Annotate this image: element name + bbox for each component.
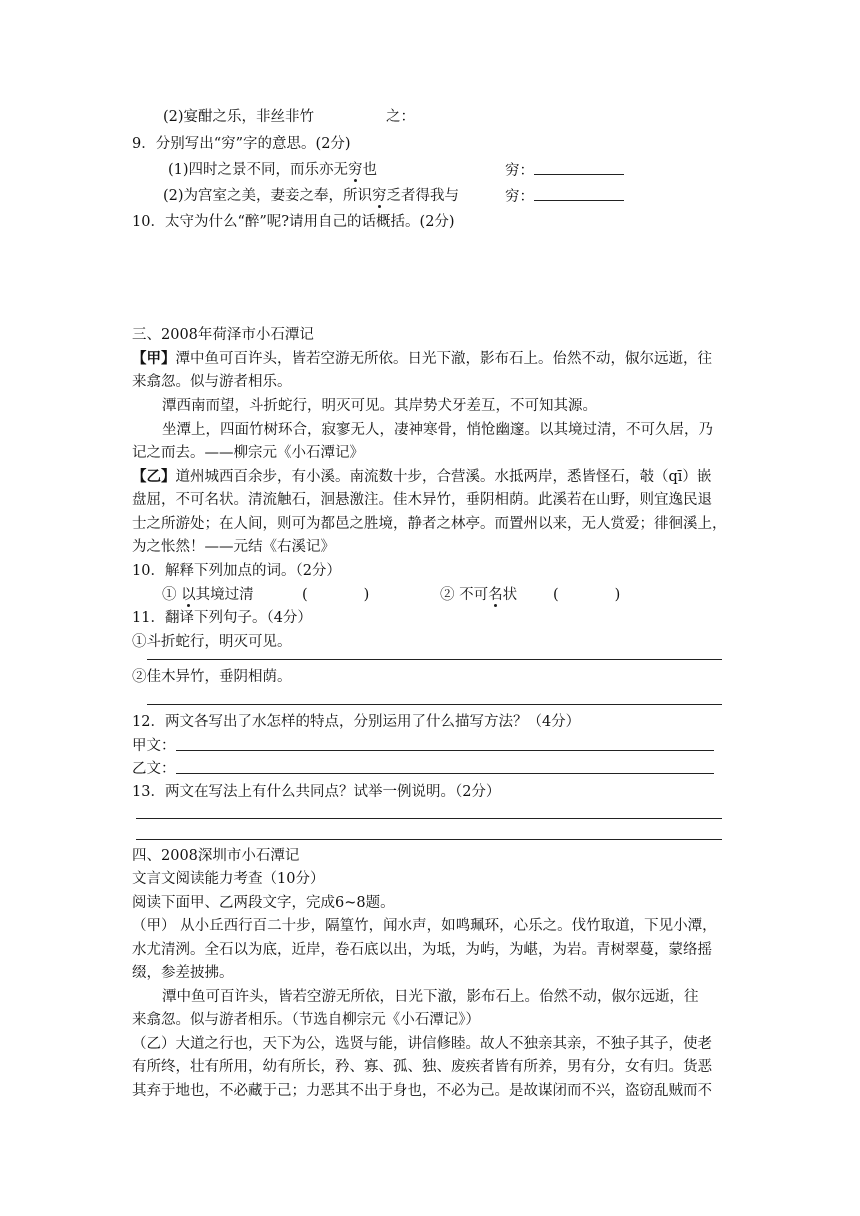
q8-line2-tail: 之： xyxy=(386,109,416,125)
s4-subtitle: 文言文阅读能力考查（10分） xyxy=(132,871,325,887)
s3-q10-item1: ① 以其境过清 xyxy=(162,587,254,603)
s4-jia-line3: 缀，参差披拂。 xyxy=(132,965,234,981)
s3-jia-line1: 【甲】潭中鱼可百许头，皆若空游无所依。日光下澈，影布石上。佁然不动，俶尔远逝，往 xyxy=(132,350,712,367)
s3-jia-line2: 来翕忽。似与游者相乐。 xyxy=(132,374,292,390)
s4-jia-line1: （甲） 从小丘西行百二十步，隔篁竹，闻水声，如鸣珮环，心乐之。伐竹取道，下见小潭， xyxy=(132,918,717,934)
q9-item2-answer[interactable]: 穷： xyxy=(505,186,624,207)
s4-jia-line2: 水尤清洌。全石以为底，近岸，卷石底以出，为坻，为屿，为嵁，为岩。青树翠蔓，蒙络摇 xyxy=(132,942,712,958)
s3-jia-line5: 记之而去。——柳宗元《小石潭记》 xyxy=(132,445,364,461)
s3-yi-line2: 盘屈，不可名状。清流触石，洄悬激注。佳木异竹，垂阴相荫。此溪若在山野，则宜逸民退 xyxy=(132,492,712,508)
s3-q11-item1: ①斗折蛇行，明灭可见。 xyxy=(132,634,292,650)
q8-line2 xyxy=(163,107,415,127)
q9-item2: (2)为宫室之美，妻妾之奉，所识穷乏者得我与 xyxy=(163,188,460,204)
s3-q13-answer-line1[interactable] xyxy=(136,818,722,819)
s4-instruction: 阅读下面甲、乙两段文字，完成6~8题。 xyxy=(132,895,395,911)
s3-q10-heading: 10．解释下列加点的词。（2分） xyxy=(132,563,341,579)
q10-prev-heading: 10．太守为什么“醉”呢?请用自己的话概括。(2分) xyxy=(132,214,455,230)
s3-q13-answer-line2[interactable] xyxy=(136,839,722,840)
s4-yi-line3: 其弃于地也，不必藏于己；力恶其不出于身也，不必为己。是故谋闭而不兴，盗窃乱贼而不 xyxy=(132,1083,712,1099)
q9-item1-answer[interactable]: 穷： xyxy=(505,160,624,181)
s3-q10-answer2[interactable]: ( ) xyxy=(553,587,621,603)
s4-jia-line4: 潭中鱼可百许头，皆若空游无所依，日光下澈，影布石上。佁然不动，俶尔远逝，往 xyxy=(162,989,699,1005)
s3-q12-yi-answer-line[interactable] xyxy=(176,773,714,774)
s3-yi-line4: 为之怅然！——元结《右溪记》 xyxy=(132,539,335,555)
s3-q11-answer-line2[interactable] xyxy=(147,704,722,705)
q9-heading: 9．分别写出“穷”字的意思。(2分) xyxy=(132,136,351,152)
s3-q12-yi-label: 乙文： xyxy=(132,761,176,777)
s3-q10-item2: ② 不可名状 xyxy=(440,587,518,603)
s3-jia-line4: 坐潭上，四面竹树环合，寂寥无人，凄神寒骨，悄怆幽邃。以其境过清，不可久居，乃 xyxy=(162,422,713,438)
s3-yi-line1: 【乙】道州城西百余步，有小溪。南流数十步，合营溪。水抵两岸，悉皆怪石，攲（qī）嵌 xyxy=(132,468,712,485)
q9-item1: (1)四时之景不同，而乐亦无穷也 xyxy=(168,162,378,178)
s3-q12-jia-answer-line[interactable] xyxy=(176,750,714,751)
s3-q12-heading: 12．两文各写出了水怎样的特点，分别运用了什么描写方法？（4分） xyxy=(132,714,581,730)
s3-q10-answer1[interactable]: ( ) xyxy=(302,587,370,603)
s4-jia-line5: 来翕忽。似与游者相乐。（节选自柳宗元《小石潭记》） xyxy=(132,1012,480,1028)
s3-yi-line3: 士之所游处；在人间，则可为都邑之胜境，静者之林亭。而置州以来，无人赏爱；徘徊溪上， xyxy=(132,516,727,532)
s3-q11-item2: ②佳木异竹，垂阴相荫。 xyxy=(132,669,292,685)
s3-q12-jia-label: 甲文： xyxy=(132,738,176,754)
section3-title: 三、2008年荷泽市小石潭记 xyxy=(132,327,314,343)
section4-title: 四、2008深圳市小石潭记 xyxy=(132,848,300,864)
s3-q11-answer-line1[interactable] xyxy=(147,659,722,660)
s4-yi-line1: （乙）大道之行也，天下为公，选贤与能，讲信修睦。故人不独亲其亲，不独子其子，使老 xyxy=(132,1036,712,1052)
s3-q13-heading: 13．两文在写法上有什么共同点？试举一例说明。（2分） xyxy=(132,784,501,800)
s4-yi-line2: 有所终，壮有所用，幼有所长，矜、寡、孤、独、废疾者皆有所养，男有分，女有归。货恶 xyxy=(132,1059,712,1075)
s3-jia-line3: 潭西南而望，斗折蛇行，明灭可见。其岸势犬牙差互，不可知其源。 xyxy=(162,398,597,414)
q8-line2-text: (2)宴酣之乐，非丝非竹 xyxy=(163,109,315,125)
s3-q11-heading: 11．翻译下列句子。（4分） xyxy=(132,610,312,626)
